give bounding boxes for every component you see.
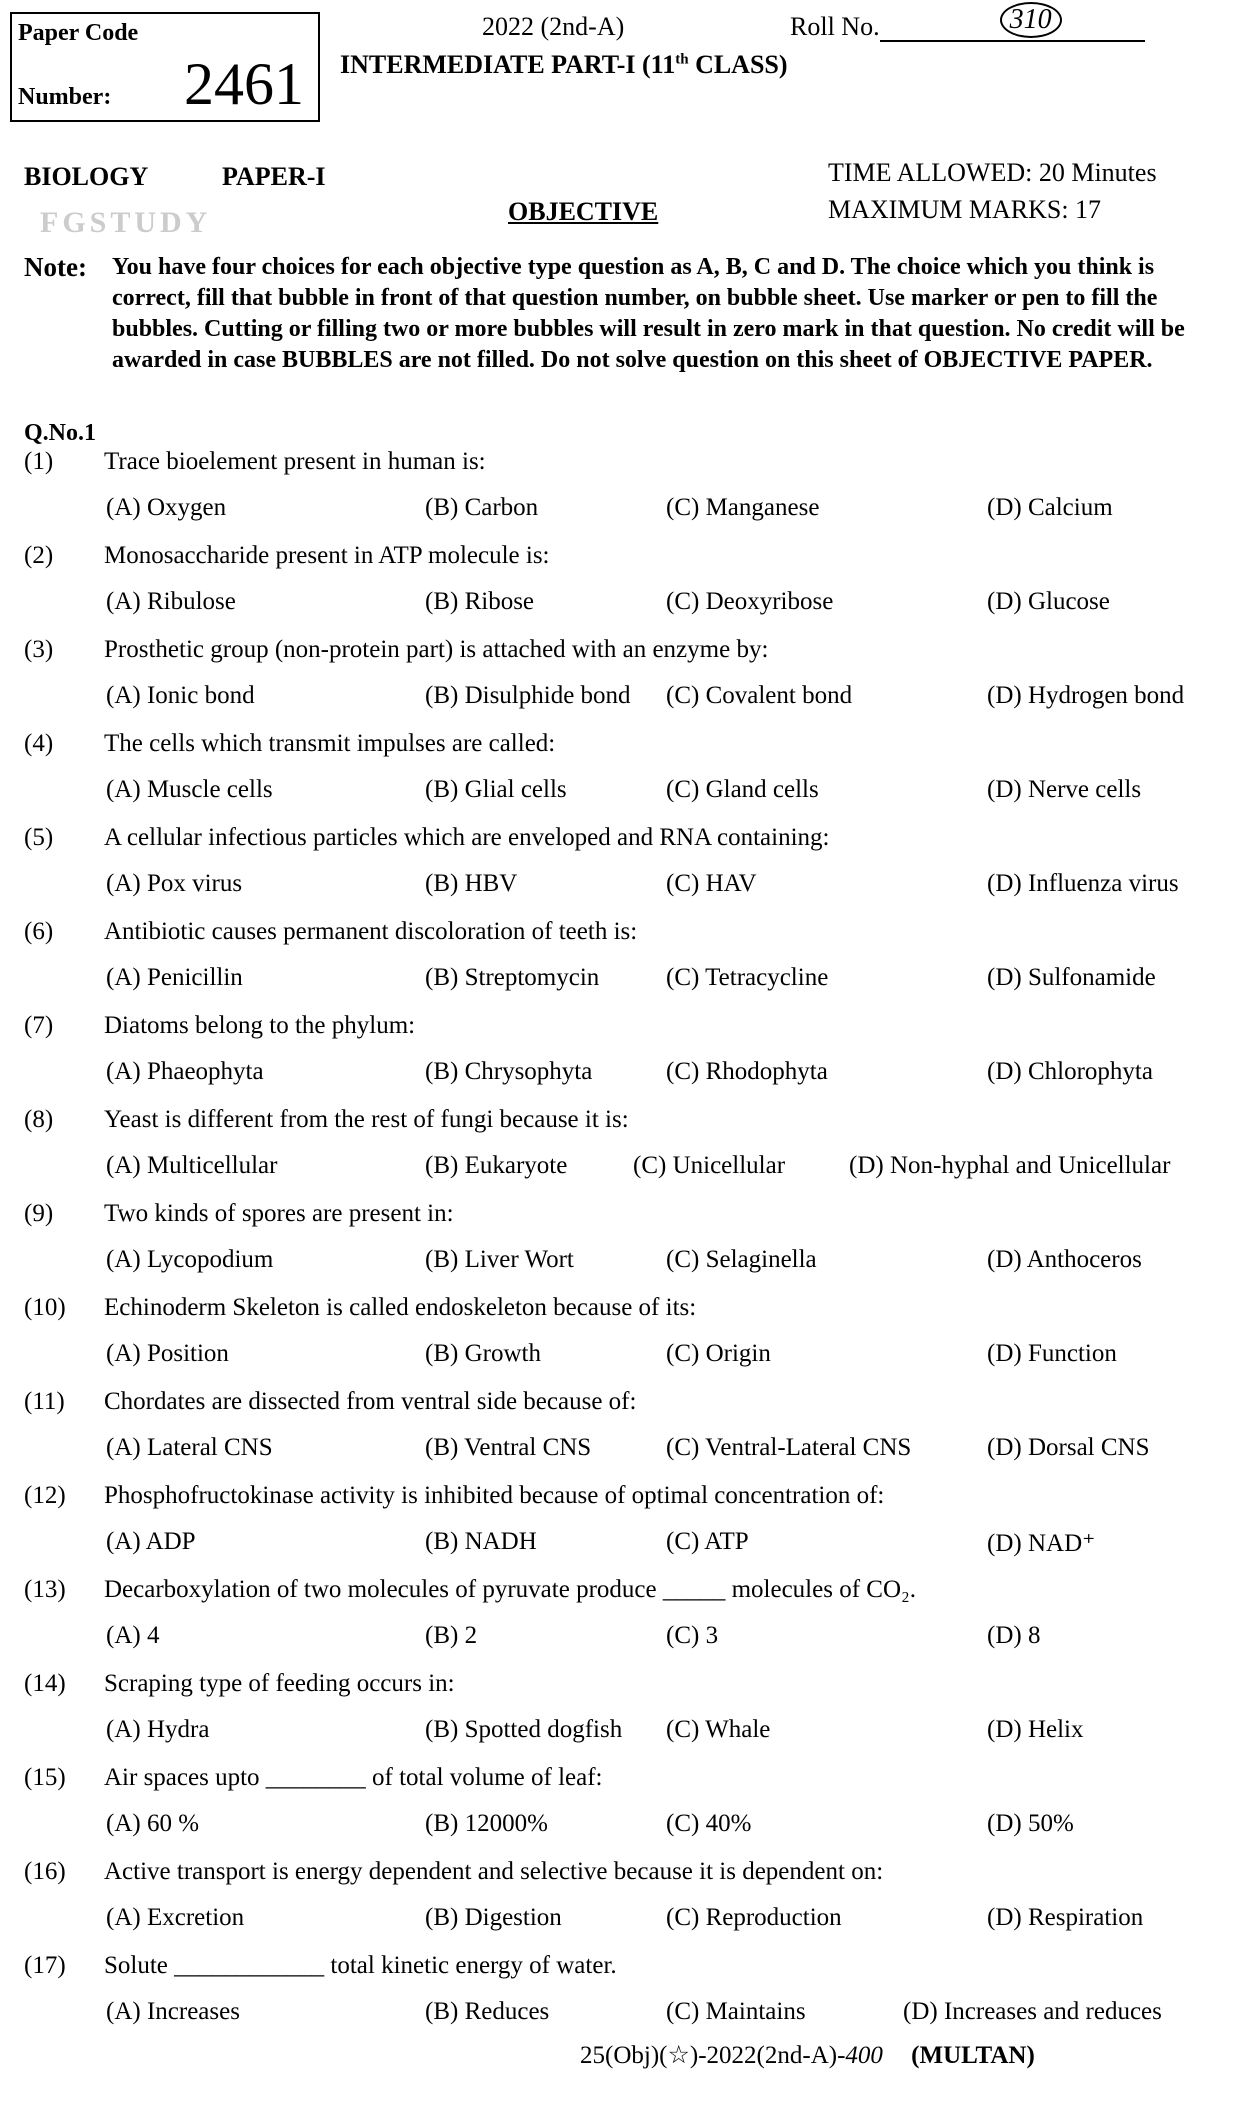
number-label: Number: bbox=[18, 84, 112, 110]
question-stem: Monosaccharide present in ATP molecule is: bbox=[104, 542, 550, 569]
option-a: (A) 60 % bbox=[106, 1810, 200, 1837]
question-item bbox=[0, 1952, 1250, 2046]
option-c: (C) Ventral-Lateral CNS bbox=[666, 1434, 912, 1461]
question-stem: Decarboxylation of two molecules of pyruvate produce _____ molecules of CO₂. bbox=[104, 1576, 916, 1603]
option-a: (A) Increases bbox=[106, 1998, 240, 2025]
question-stem: Air spaces upto ________ of total volume of leaf: bbox=[104, 1764, 603, 1791]
footer-region: (MULTAN) bbox=[911, 2042, 1035, 2069]
note-text: You have four choices for each objective type question as A, B, C and D. The choice which you think is correct, fill that bubble in front of that question number, on bubble sheet. Use marker or pen to fill the bubbles. Cutting or filling two or more bubbles will result in zero mark in that question. No credit will be awarded in case BUBBLES are not filled. Do not solve question on this sheet of OBJECTIVE PAPER. bbox=[112, 254, 1185, 373]
option-b: (B) Liver Wort bbox=[425, 1246, 574, 1273]
option-a: (A) Oxygen bbox=[106, 494, 227, 521]
question-item bbox=[0, 1012, 1250, 1106]
question-number: (1) bbox=[24, 448, 54, 475]
question-stem: The cells which transmit impulses are called: bbox=[104, 730, 556, 757]
question-stem: A cellular infectious particles which are enveloped and RNA containing: bbox=[104, 824, 830, 851]
question-stem: Scraping type of feeding occurs in: bbox=[104, 1670, 455, 1697]
time-allowed: TIME ALLOWED: 20 Minutes bbox=[828, 158, 1157, 187]
title-sup: th bbox=[675, 51, 689, 68]
option-c: (C) Gland cells bbox=[666, 776, 819, 803]
option-d: (D) 8 bbox=[987, 1622, 1041, 1649]
question-number: (3) bbox=[24, 636, 54, 663]
question-stem: Active transport is energy dependent and selective because it is dependent on: bbox=[104, 1858, 884, 1885]
title-text: INTERMEDIATE PART-I (11 bbox=[340, 50, 676, 79]
option-c: (C) Selaginella bbox=[666, 1246, 817, 1273]
question-item bbox=[0, 1482, 1250, 1576]
question-number: (6) bbox=[24, 918, 54, 945]
option-b: (B) Disulphide bond bbox=[425, 682, 631, 709]
paper-name: PAPER-I bbox=[222, 162, 326, 191]
paper-code-box bbox=[10, 12, 320, 122]
option-d: (D) Sulfonamide bbox=[987, 964, 1156, 991]
option-a: (A) Excretion bbox=[106, 1904, 245, 1931]
option-b: (B) Digestion bbox=[425, 1904, 562, 1931]
question-stem: Chordates are dissected from ventral side because of: bbox=[104, 1388, 637, 1415]
option-c: (C) 3 bbox=[666, 1622, 719, 1649]
option-a: (A) Muscle cells bbox=[106, 776, 273, 803]
exam-year: 2022 (2nd-A) bbox=[482, 12, 625, 41]
question-item bbox=[0, 1858, 1250, 1952]
question-number: (13) bbox=[24, 1576, 66, 1603]
option-b: (B) HBV bbox=[425, 870, 518, 897]
option-d: (D) Helix bbox=[987, 1716, 1084, 1743]
option-a: (A) ADP bbox=[106, 1528, 196, 1555]
question-number: (8) bbox=[24, 1106, 54, 1133]
question-item bbox=[0, 1670, 1250, 1764]
option-c: (C) Reproduction bbox=[666, 1904, 842, 1931]
question-number: (9) bbox=[24, 1200, 54, 1227]
option-c: (C) Covalent bond bbox=[666, 682, 853, 709]
question-item bbox=[0, 1576, 1250, 1670]
option-c: (C) HAV bbox=[666, 870, 757, 897]
option-d: (D) Non-hyphal and Unicellular bbox=[849, 1152, 1171, 1179]
option-d: (D) Hydrogen bond bbox=[987, 682, 1185, 709]
question-number: (2) bbox=[24, 542, 54, 569]
option-a: (A) Hydra bbox=[106, 1716, 210, 1743]
option-a: (A) Lateral CNS bbox=[106, 1434, 273, 1461]
option-d: (D) Nerve cells bbox=[987, 776, 1142, 803]
option-d: (D) Calcium bbox=[987, 494, 1113, 521]
question-item bbox=[0, 1200, 1250, 1294]
option-c: (C) Rhodophyta bbox=[666, 1058, 828, 1085]
option-d: (D) NAD⁺ bbox=[987, 1530, 1096, 1557]
question-list bbox=[0, 448, 1250, 2046]
footer-code: 25(Obj)(☆)-2022(2nd-A)- bbox=[580, 2042, 846, 2069]
option-b: (B) Eukaryote bbox=[425, 1152, 568, 1179]
question-number: (14) bbox=[24, 1670, 66, 1697]
question-number: (15) bbox=[24, 1764, 66, 1791]
option-a: (A) Multicellular bbox=[106, 1152, 278, 1179]
option-d: (D) Influenza virus bbox=[987, 870, 1179, 897]
option-b: (B) Ventral CNS bbox=[425, 1434, 592, 1461]
option-a: (A) Pox virus bbox=[106, 870, 243, 897]
option-c: (C) 40% bbox=[666, 1810, 752, 1837]
option-a: (A) Penicillin bbox=[106, 964, 243, 991]
subject: BIOLOGY bbox=[24, 162, 149, 191]
option-d: (D) Function bbox=[987, 1340, 1117, 1367]
question-number: (16) bbox=[24, 1858, 66, 1885]
option-d: (D) Anthoceros bbox=[987, 1246, 1142, 1273]
question-item bbox=[0, 824, 1250, 918]
option-c: (C) Deoxyribose bbox=[666, 588, 834, 615]
question-stem: Yeast is different from the rest of fungi because it is: bbox=[104, 1106, 629, 1133]
footer-handwritten: 400 bbox=[845, 2042, 883, 2069]
question-stem: Diatoms belong to the phylum: bbox=[104, 1012, 416, 1039]
question-item bbox=[0, 448, 1250, 542]
option-b: (B) Reduces bbox=[425, 1998, 550, 2025]
option-d: (D) Dorsal CNS bbox=[987, 1434, 1150, 1461]
paper-code-number: 2461 bbox=[184, 51, 304, 117]
option-b: (B) 12000% bbox=[425, 1810, 548, 1837]
option-b: (B) NADH bbox=[425, 1528, 537, 1555]
option-b: (B) Carbon bbox=[425, 494, 539, 521]
question-item bbox=[0, 1388, 1250, 1482]
question-item bbox=[0, 636, 1250, 730]
max-marks: MAXIMUM MARKS: 17 bbox=[828, 195, 1102, 224]
question-number-label: Q.No.1 bbox=[24, 420, 96, 446]
roll-label: Roll No. bbox=[790, 12, 880, 41]
option-b: (B) Ribose bbox=[425, 588, 535, 615]
question-stem: Solute ____________ total kinetic energy of water. bbox=[104, 1952, 617, 1979]
option-a: (A) Lycopodium bbox=[106, 1246, 274, 1273]
title-text-end: CLASS) bbox=[688, 50, 788, 79]
option-d: (D) Glucose bbox=[987, 588, 1110, 615]
option-d: (D) Increases and reduces bbox=[903, 1998, 1162, 2025]
option-a: (A) 4 bbox=[106, 1622, 160, 1649]
question-stem: Antibiotic causes permanent discoloration of teeth is: bbox=[104, 918, 638, 945]
question-item bbox=[0, 1106, 1250, 1200]
question-number: (17) bbox=[24, 1952, 66, 1979]
question-item bbox=[0, 918, 1250, 1012]
option-c: (C) Whale bbox=[666, 1716, 771, 1743]
option-c: (C) Unicellular bbox=[633, 1152, 786, 1179]
option-a: (A) Ribulose bbox=[106, 588, 236, 615]
option-c: (C) Origin bbox=[666, 1340, 771, 1367]
paper-footer bbox=[580, 2040, 1035, 2070]
question-item bbox=[0, 730, 1250, 824]
question-item bbox=[0, 1294, 1250, 1388]
option-d: (D) Respiration bbox=[987, 1904, 1144, 1931]
option-a: (A) Phaeophyta bbox=[106, 1058, 264, 1085]
option-a: (A) Position bbox=[106, 1340, 229, 1367]
question-number: (11) bbox=[24, 1388, 65, 1415]
option-c: (C) Tetracycline bbox=[666, 964, 829, 991]
option-b: (B) 2 bbox=[425, 1622, 478, 1649]
option-b: (B) Chrysophyta bbox=[425, 1058, 593, 1085]
roll-number bbox=[790, 4, 1145, 42]
watermark: FGSTUDY bbox=[40, 206, 212, 239]
option-b: (B) Spotted dogfish bbox=[425, 1716, 623, 1743]
option-b: (B) Growth bbox=[425, 1340, 541, 1367]
option-c: (C) Maintains bbox=[666, 1998, 806, 2025]
question-item bbox=[0, 1764, 1250, 1858]
option-b: (B) Streptomycin bbox=[425, 964, 600, 991]
note-label: Note: bbox=[24, 252, 87, 282]
question-number: (12) bbox=[24, 1482, 66, 1509]
question-number: (5) bbox=[24, 824, 54, 851]
exam-title bbox=[340, 50, 788, 80]
option-b: (B) Glial cells bbox=[425, 776, 567, 803]
option-a: (A) Ionic bond bbox=[106, 682, 255, 709]
question-stem: Prosthetic group (non-protein part) is attached with an enzyme by: bbox=[104, 636, 769, 663]
option-c: (C) Manganese bbox=[666, 494, 820, 521]
question-stem: Two kinds of spores are present in: bbox=[104, 1200, 454, 1227]
roll-line bbox=[880, 4, 1145, 42]
question-number: (7) bbox=[24, 1012, 54, 1039]
question-number: (10) bbox=[24, 1294, 66, 1321]
question-number: (4) bbox=[24, 730, 54, 757]
option-d: (D) Chlorophyta bbox=[987, 1058, 1153, 1085]
option-c: (C) ATP bbox=[666, 1528, 749, 1555]
question-item bbox=[0, 542, 1250, 636]
option-d: (D) 50% bbox=[987, 1810, 1074, 1837]
roll-value: 310 bbox=[1000, 2, 1062, 38]
instructions-note bbox=[24, 252, 1234, 376]
question-stem: Echinoderm Skeleton is called endoskeleton because of its: bbox=[104, 1294, 697, 1321]
section-title: OBJECTIVE bbox=[508, 197, 659, 226]
question-stem: Trace bioelement present in human is: bbox=[104, 448, 486, 475]
question-stem: Phosphofructokinase activity is inhibited because of optimal concentration of: bbox=[104, 1482, 885, 1509]
paper-code-label: Paper Code bbox=[18, 20, 139, 46]
